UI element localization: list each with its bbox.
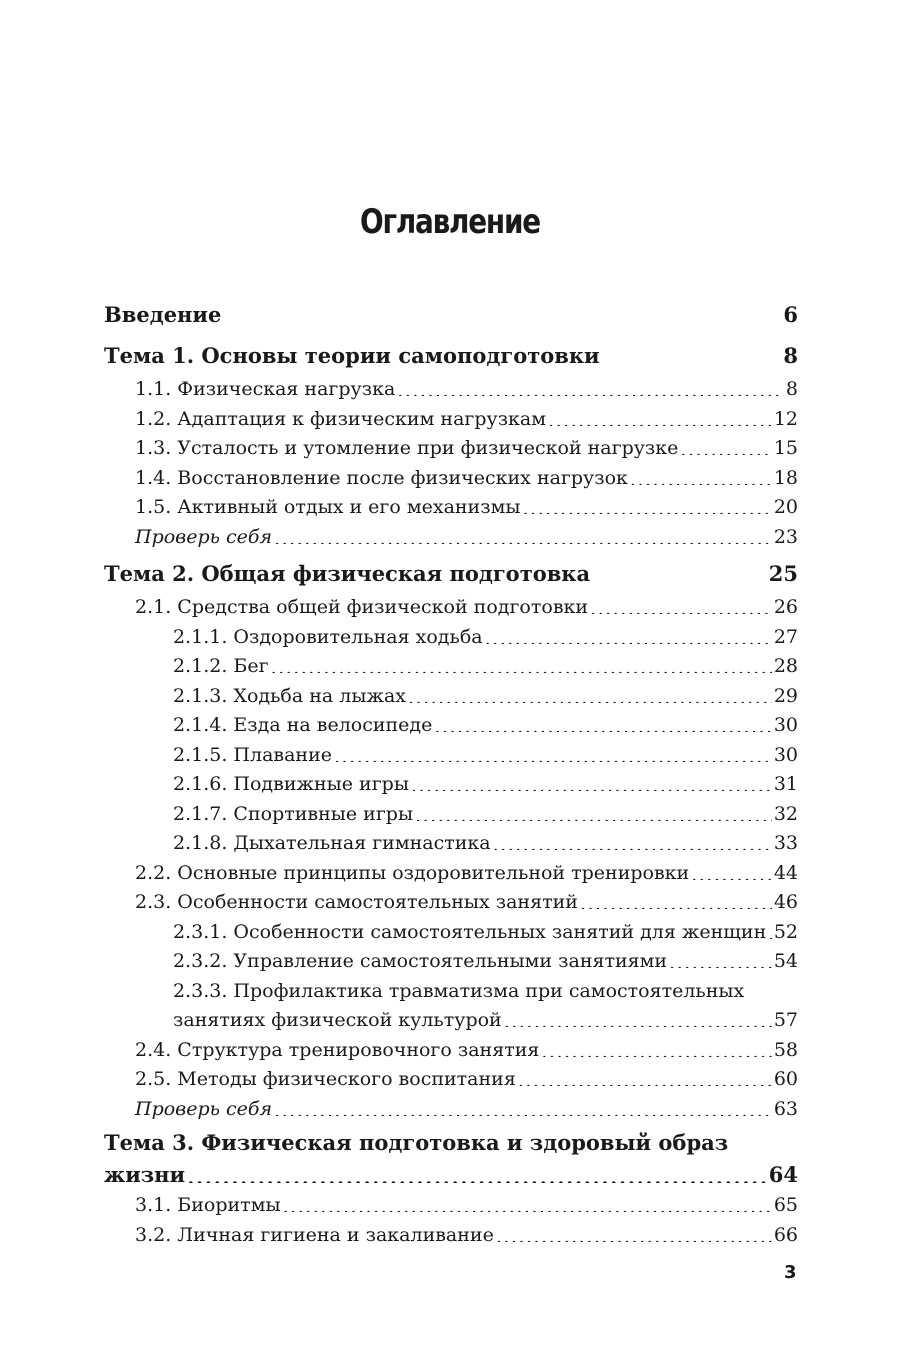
dot-leader	[187, 1162, 767, 1183]
toc-entry[interactable]	[104, 434, 798, 464]
toc-entry-label: 2.5. Методы физического воспитания	[135, 1068, 516, 1090]
toc-entry[interactable]	[104, 947, 798, 977]
dot-leader	[496, 1223, 772, 1242]
toc-entry-label-line2: жизни	[104, 1162, 186, 1187]
toc-entry-self-check[interactable]	[104, 1095, 798, 1125]
dot-leader	[223, 302, 781, 323]
toc-entry-page: 52	[773, 920, 798, 943]
toc-entry-label: 2.2. Основные принципы оздоровительной тренировки	[135, 861, 690, 884]
dot-leader	[397, 377, 784, 396]
dot-leader	[680, 436, 771, 455]
toc-entry-label: 3.1. Биоритмы	[135, 1194, 281, 1216]
toc-entry-page: 30	[773, 714, 798, 736]
toc-entry-label: 1.5. Активный отдых и его механизмы	[135, 496, 521, 518]
toc-entry-label: 2.1.4. Езда на велосипеде	[173, 714, 433, 736]
page-title: Оглавление	[360, 202, 540, 242]
toc-entry-page: 32	[773, 802, 798, 825]
toc-entry[interactable]	[104, 1006, 798, 1036]
toc-entry[interactable]	[104, 623, 798, 653]
toc-entry[interactable]	[104, 375, 798, 405]
toc-entry[interactable]	[104, 1036, 798, 1066]
toc-entry-label: 1.4. Восстановление после физических нагрузок	[135, 466, 628, 489]
toc-entry-page: 31	[773, 773, 798, 795]
toc-entry[interactable]	[104, 770, 798, 800]
toc-entry[interactable]	[104, 888, 798, 918]
toc-entry-label: 1.2. Адаптация к физическим нагрузкам	[135, 407, 547, 430]
toc-entry-label: 1.1. Физическая нагрузка	[135, 378, 396, 400]
dot-leader	[580, 890, 772, 909]
toc-entry-page: 8	[785, 378, 798, 400]
toc-entry-page: 27	[773, 625, 798, 648]
toc-entry-label: Тема 1. Основы теории самоподготовки	[104, 343, 600, 368]
toc-entry-label: 2.3.2. Управление самостоятельными занятиями	[173, 950, 668, 972]
toc-entry-page: 63	[773, 1097, 798, 1120]
toc-entry[interactable]	[104, 652, 798, 682]
dot-leader	[434, 713, 771, 732]
toc-entry-label: 2.1.5. Плавание	[173, 743, 332, 766]
toc-entry-label: 2.1.7. Спортивные игры	[173, 802, 414, 825]
toc-entry[interactable]	[104, 405, 798, 435]
dot-leader	[669, 949, 772, 968]
dot-leader	[768, 920, 772, 939]
toc-entry-page: 8	[783, 343, 798, 368]
toc-entry-page: 60	[773, 1068, 798, 1090]
dot-leader	[485, 625, 772, 644]
toc-entry-page: 46	[773, 891, 798, 913]
page-number: 3	[784, 1262, 797, 1283]
dot-leader	[493, 831, 772, 850]
toc-entry-page: 66	[773, 1223, 798, 1246]
toc-entry[interactable]	[104, 711, 798, 741]
toc-entry-label: Проверь себя	[135, 1097, 273, 1120]
dot-leader	[592, 561, 767, 582]
toc-entry-topic-3[interactable]	[104, 1159, 798, 1191]
toc-entry-label: 1.3. Усталость и утомление при физической нагрузке	[135, 437, 679, 459]
dot-leader	[411, 772, 772, 791]
dot-leader	[334, 743, 772, 762]
toc-entry-label: 2.1.2. Бег	[173, 655, 269, 677]
dot-leader	[522, 495, 771, 514]
toc-entry-page: 20	[773, 496, 798, 518]
toc-entry-page: 26	[773, 596, 798, 618]
toc-entry-page: 33	[773, 832, 798, 854]
toc-entry-label: Тема 2. Общая физическая подготовка	[104, 561, 591, 586]
toc-entry-page: 6	[783, 302, 798, 327]
toc-entry-label: 2.3.1. Особенности самостоятельных занятий для женщин	[173, 920, 767, 943]
toc-entry-page: 57	[773, 1009, 798, 1031]
dot-leader	[408, 684, 772, 703]
toc-entry-topic-1[interactable]	[104, 337, 798, 375]
toc-entry-topic-3-line1[interactable]: Тема 3. Физическая подготовка и здоровый образ	[104, 1130, 729, 1155]
toc-entry[interactable]	[104, 918, 798, 948]
toc-entry-intro[interactable]	[104, 296, 798, 334]
toc-entry[interactable]	[104, 800, 798, 830]
toc-entry-page: 25	[768, 561, 798, 586]
toc-entry-label: 2.1. Средства общей физической подготовки	[135, 596, 589, 618]
toc-entry-label: 2.1.3. Ходьба на лыжах	[173, 684, 406, 707]
dot-leader	[541, 1038, 771, 1057]
toc-entry-self-check[interactable]	[104, 523, 798, 553]
toc-entry-page: 23	[773, 525, 798, 548]
dot-leader	[602, 343, 782, 364]
toc-entry-label-line2: занятиях физической культурой	[173, 1009, 502, 1031]
toc-entry-page: 15	[773, 437, 798, 459]
toc-entry-label: 2.1.1. Оздоровительная ходьба	[173, 625, 483, 648]
toc-entry[interactable]	[104, 1191, 798, 1221]
table-of-contents	[104, 296, 798, 1250]
dot-leader	[415, 802, 772, 821]
toc-entry-label: 2.4. Структура тренировочного занятия	[135, 1038, 540, 1061]
toc-entry-page: 18	[773, 466, 798, 489]
toc-entry-label: Введение	[104, 302, 222, 327]
toc-entry-page: 29	[773, 684, 798, 707]
toc-entry-label: Проверь себя	[135, 525, 273, 548]
toc-entry-label: 2.3. Особенности самостоятельных занятий	[135, 891, 578, 913]
dot-leader	[518, 1067, 772, 1086]
toc-entry-page: 64	[768, 1162, 798, 1187]
dot-leader	[691, 861, 772, 880]
toc-entry[interactable]	[104, 682, 798, 712]
toc-entry-label-line1[interactable]: 2.3.3. Профилактика травматизма при самостоятельных	[173, 979, 745, 1002]
dot-leader	[504, 1008, 772, 1027]
toc-entry-label: 3.2. Личная гигиена и закаливание	[135, 1223, 494, 1246]
toc-entry-page: 54	[773, 950, 798, 972]
toc-entry-topic-2[interactable]	[104, 555, 798, 593]
toc-entry-page: 58	[773, 1038, 798, 1061]
dot-leader	[590, 595, 772, 614]
toc-entry[interactable]	[104, 859, 798, 889]
toc-entry[interactable]	[104, 1065, 798, 1095]
dot-leader	[630, 466, 772, 485]
toc-entry-page: 12	[773, 407, 798, 430]
toc-entry-page: 44	[773, 861, 798, 884]
toc-entry[interactable]	[104, 829, 798, 859]
dot-leader	[274, 525, 772, 544]
dot-leader	[271, 654, 772, 673]
toc-entry[interactable]	[104, 464, 798, 494]
toc-entry-page: 65	[773, 1194, 798, 1216]
dot-leader	[274, 1097, 772, 1116]
toc-entry[interactable]	[104, 741, 798, 771]
toc-entry[interactable]	[104, 593, 798, 623]
toc-entry-page: 28	[773, 655, 798, 677]
dot-leader	[548, 407, 772, 426]
dot-leader	[283, 1193, 772, 1212]
toc-entry-label: 2.1.8. Дыхательная гимнастика	[173, 832, 491, 854]
toc-entry[interactable]	[104, 1221, 798, 1251]
toc-entry-page: 30	[773, 743, 798, 766]
toc-entry[interactable]	[104, 493, 798, 523]
toc-entry-label: 2.1.6. Подвижные игры	[173, 773, 409, 795]
